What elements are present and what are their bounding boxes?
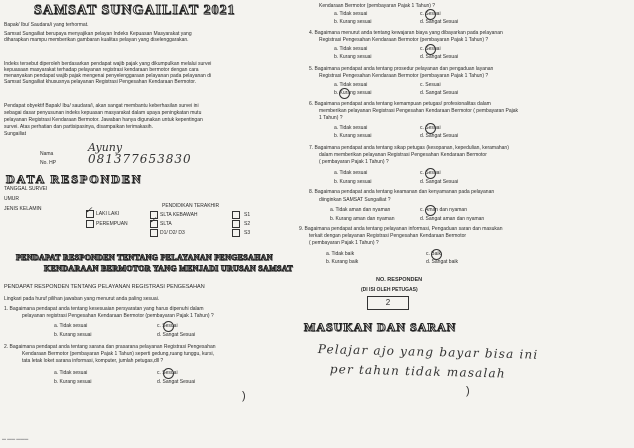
q6-option-c[interactable]: c. Sesuai	[420, 125, 441, 131]
q3-option-d[interactable]: d. Sangat Sesuai	[420, 19, 459, 25]
q2-line-1: 2. Bagaimana pendapat anda tentang sarana dan prasarana pelayanan Registrasi Pengesahan	[4, 344, 216, 350]
q6-option-b[interactable]: b. Kurang sesuai	[334, 133, 372, 139]
para2-line-3: pelayanan Registrasi Kendaraan Bermotor. Jawaban hanya digunakan untuk kepentingan	[4, 117, 203, 123]
q1-line-1: 1. Bagaimana pendapat anda tentang kesesuaian persyaratan yang harus dipenuhi dalam	[4, 306, 204, 312]
saran-line-1: Pelajar ajo yang bayar bisa ini	[317, 342, 539, 362]
scan-footer: ▬ ▬▬ ▬▬▬	[2, 436, 29, 441]
hp-label: No. HP	[40, 160, 57, 166]
q8-option-d[interactable]: d. Sangat aman dan nyaman	[420, 216, 485, 222]
opinion-banner-2: KENDARAAN BERMOTOR YANG MENJADI URUSAN SAMSAT	[44, 264, 293, 273]
q7-option-a[interactable]: a. Tidak sesuai	[334, 170, 368, 176]
resp-no-sub: (DI ISI OLEH PETUGAS)	[361, 287, 418, 293]
checkbox-d1d2d3[interactable]	[150, 229, 158, 237]
name-handwriting: Ayuny	[88, 141, 123, 154]
education-label: PENDIDIKAN TERAKHIR	[162, 203, 220, 209]
para2-line-2: sebagai dasar penyusunan indeks kepuasan masyarakat dalam upaya peningkatan mutu	[4, 110, 202, 116]
q4-option-c[interactable]: c. Sesuai	[420, 46, 441, 52]
q3-option-a[interactable]: a. Tidak sesuai	[334, 11, 368, 17]
edu-slta: SLTA	[160, 221, 172, 227]
q6-option-a[interactable]: a. Tidak sesuai	[334, 125, 368, 131]
para1-line-1: Indeks tersebut diperoleh berdasarkan pendapat wajib pajak yang dikumpulkan melalui survei	[4, 61, 212, 67]
q4-option-a[interactable]: a. Tidak sesuai	[334, 46, 368, 52]
survey-date-label: TANGGAL SURVEI	[4, 186, 48, 192]
answer-circle	[425, 168, 436, 179]
intro-line-1: Samsat Sungailiat berupaya menyajikan pelayan Indeks Kepuasan Masyarakat yang	[4, 31, 192, 37]
q8-option-c[interactable]: c. Aman dan nyaman	[420, 207, 467, 213]
q4-option-b[interactable]: b. Kurang sesuai	[334, 54, 372, 60]
answer-circle	[163, 368, 174, 379]
page-mark: )	[466, 385, 470, 397]
q9-line-3: ( pembayaran Pajak 1 Tahun) ?	[309, 240, 379, 246]
q8-line-2: diinginkan SAMSAT Sungailiat ?	[319, 197, 391, 203]
q7-line-2: dalam memberikan pelayanan Registrasi Pengesahan Kendaraan Bermotor	[319, 152, 487, 158]
greeting: Bapak/ Ibu/ Saudara/i yang terhormat.	[4, 22, 89, 28]
q2-option-d[interactable]: d. Sangat Sesuai	[157, 379, 196, 385]
answer-circle	[339, 88, 350, 99]
gender-label: JENIS KELAMIN	[4, 206, 42, 212]
para1-line-2: kepuasaan masyarakat terhadap pelayanan registrasi kendaraan bermotor dengan cara	[4, 67, 199, 73]
edu-s2: S2	[244, 221, 251, 227]
page-mark: )	[242, 390, 246, 402]
q3-tail: Kendaraan Bermotor (pembayaran Pajak 1 Tahun) ?	[319, 3, 436, 9]
q1-option-b[interactable]: b. Kurang sesuai	[54, 332, 92, 338]
respondent-banner: DATA RESPONDEN	[6, 172, 143, 186]
resp-no-label: NO. RESPONDEN	[376, 277, 423, 283]
name-label: Nama	[40, 151, 54, 157]
service-title: PENDAPAT RESPONDEN TENTANG PELAYANAN REGISTRASI PENGESAHAN	[4, 284, 205, 290]
saran-line-2: per tahun tidak masalah	[329, 362, 507, 381]
checkbox-s3[interactable]	[232, 229, 240, 237]
q7-option-c[interactable]: c. Sesuai	[420, 170, 441, 176]
para1-line-4: Samsat Sungailiat khususnya pelayanan Registrasi Pengesahan Kendaraan Bermotor.	[4, 79, 197, 85]
q9-option-c[interactable]: c. Baik	[426, 251, 442, 257]
q4-line-1: 4. Bagaimana menurut anda tentang kewajaran biaya yang dibayarkan pada pelayanan	[309, 30, 503, 36]
checkbox-s2[interactable]	[232, 220, 240, 228]
q2-line-2: Kendaraan Bermotor (pembayaran Pajak 1 Tahun) seperti gedung,ruang tunggu, kursi,	[22, 351, 214, 357]
q7-line-1: 7. Bagaimana pendapat anda tentang sikap petugas (kesopanan, kepedulian, keramahan)	[309, 145, 509, 151]
edu-d1d2d3: D1/ D2/ D3	[160, 230, 185, 236]
q5-line-2: Registrasi Pengesahan Kendaraan Bermotor (pembayaran Pajak 1 Tahun) ?	[319, 73, 489, 79]
answer-circle	[163, 321, 174, 332]
q9-option-b[interactable]: b. Kurang baik	[326, 259, 359, 265]
para1-line-3: menanyakan pendapat wajib pajak mengenai penyelenggaraan pelayanan pada pelayanan di	[4, 73, 212, 79]
saran-banner: MASUKAN DAN SARAN	[304, 320, 457, 334]
q5-option-d[interactable]: d. Sangat Sesuai	[420, 90, 459, 96]
q1-option-d[interactable]: d. Sangat Sesuai	[157, 332, 196, 338]
checkbox-perempuan[interactable]	[86, 220, 94, 228]
q5-option-a[interactable]: a. Tidak sesuai	[334, 82, 368, 88]
gender-perempuan: PEREMPUAN	[96, 221, 128, 227]
resp-no-box[interactable]: 2	[367, 296, 409, 310]
q6-line-2: memberikan pelayanan Registrasi Pengesahan Kendaraan Bermotor ( pembayaran Pajak	[319, 108, 519, 114]
hp-handwriting: 081377653830	[88, 152, 192, 166]
q6-option-d[interactable]: d. Sangat Sesuai	[420, 133, 459, 139]
checkbox-s1[interactable]	[232, 211, 240, 219]
q7-option-b[interactable]: b. Kurang sesuai	[334, 179, 372, 185]
check-mark: ✓	[85, 206, 93, 216]
q9-line-2: terkait dengan pelayanan Registrasi Pengesahan Kendaraan Bermotor	[309, 233, 467, 239]
q9-option-d[interactable]: d. Sangat baik	[426, 259, 458, 265]
para2-line-4: survei. Atas perhatian dan partisipasinya, disampaikan terimakasih.	[4, 124, 153, 130]
intro-line-2: diharapkan mampu memberikan gambaran kualitas pelayan yang diselenggarakan.	[4, 37, 189, 43]
q8-option-a[interactable]: a. Tidak aman dan nyaman	[330, 207, 391, 213]
q5-option-c[interactable]: c. Sesuai	[420, 82, 441, 88]
q6-line-1: 6. Bagaimana pendapat anda tentang kemampuan petugas/ profesionalitas dalam	[309, 101, 491, 107]
q1-option-a[interactable]: a. Tidak sesuai	[54, 323, 88, 329]
q1-line-2: pelayanan registrasi Pengesahan Kendaraan Bermotor (pembayaran Pajak 1 Tahun) ?	[22, 313, 214, 319]
q5-line-1: 5. Bagaimana pendapat anda tentang prosedur pelayanan dan pengaduan layanan	[309, 66, 494, 72]
q8-option-b[interactable]: b. Kurang aman dan nyaman	[330, 216, 395, 222]
opinion-banner-1: PENDAPAT RESPONDEN TENTANG PELAYANAN PENGESAHAN	[16, 253, 273, 262]
q6-line-3: 1 Tahun) ?	[319, 115, 343, 121]
q3-option-c[interactable]: c. Sesuai	[420, 11, 441, 17]
service-instruction: Lingkari pada huruf pilihan jawaban yang menurut anda paling sesuai.	[4, 296, 160, 302]
q4-line-2: Registrasi Pengesahan Kendaraan Bermotor (pembayaran Pajak 1 Tahun) ?	[319, 37, 489, 43]
age-label: UMUR	[4, 196, 19, 202]
q8-line-1: 8. Bagaimana pendapat anda tentang keamanan dan kenyamanan pada pelayanan	[309, 189, 495, 195]
para2-line-1: Pendapat obyektif Bapak/ Ibu/ saudara/i, akan sangat membantu keberhasilan survei ini	[4, 103, 199, 109]
q2-option-b[interactable]: b. Kurang sesuai	[54, 379, 92, 385]
q1-option-c[interactable]: c. Sesuai	[157, 323, 178, 329]
q3-option-b[interactable]: b. Kurang sesuai	[334, 19, 372, 25]
q7-line-3: ( pembayaran Pajak 1 Tahun) ?	[319, 159, 389, 165]
q2-option-c[interactable]: c. Sesuai	[157, 370, 178, 376]
regards: Sungailiat	[4, 131, 26, 137]
q9-line-1: 9. Bagaimana pendapat anda tentang pelayanan informasi, Pengaduan saran dan masukan	[299, 226, 503, 232]
edu-s1: S1	[244, 212, 251, 218]
edu-slta-kebawah: SLTA KEBAWAH	[160, 212, 198, 218]
check-mark: ✓	[149, 216, 157, 226]
q5-option-b[interactable]: b. Kurang sesuai	[334, 90, 372, 96]
q7-option-d[interactable]: d. Sangat Sesuai	[420, 179, 459, 185]
gender-laki: LAKI LAKI	[96, 211, 120, 217]
q4-option-d[interactable]: d. Sangat Sesuai	[420, 54, 459, 60]
q2-line-3: tata letak loket sarana informasi, komputer, jumlah petugas,dll ?	[22, 358, 164, 364]
samsat-banner: SAMSAT SUNGAILIAT 2021	[34, 3, 236, 18]
q9-option-a[interactable]: a. Tidak baik	[326, 251, 355, 257]
edu-s3: S3	[244, 230, 251, 236]
answer-circle	[425, 205, 436, 216]
q2-option-a[interactable]: a. Tidak sesuai	[54, 370, 88, 376]
